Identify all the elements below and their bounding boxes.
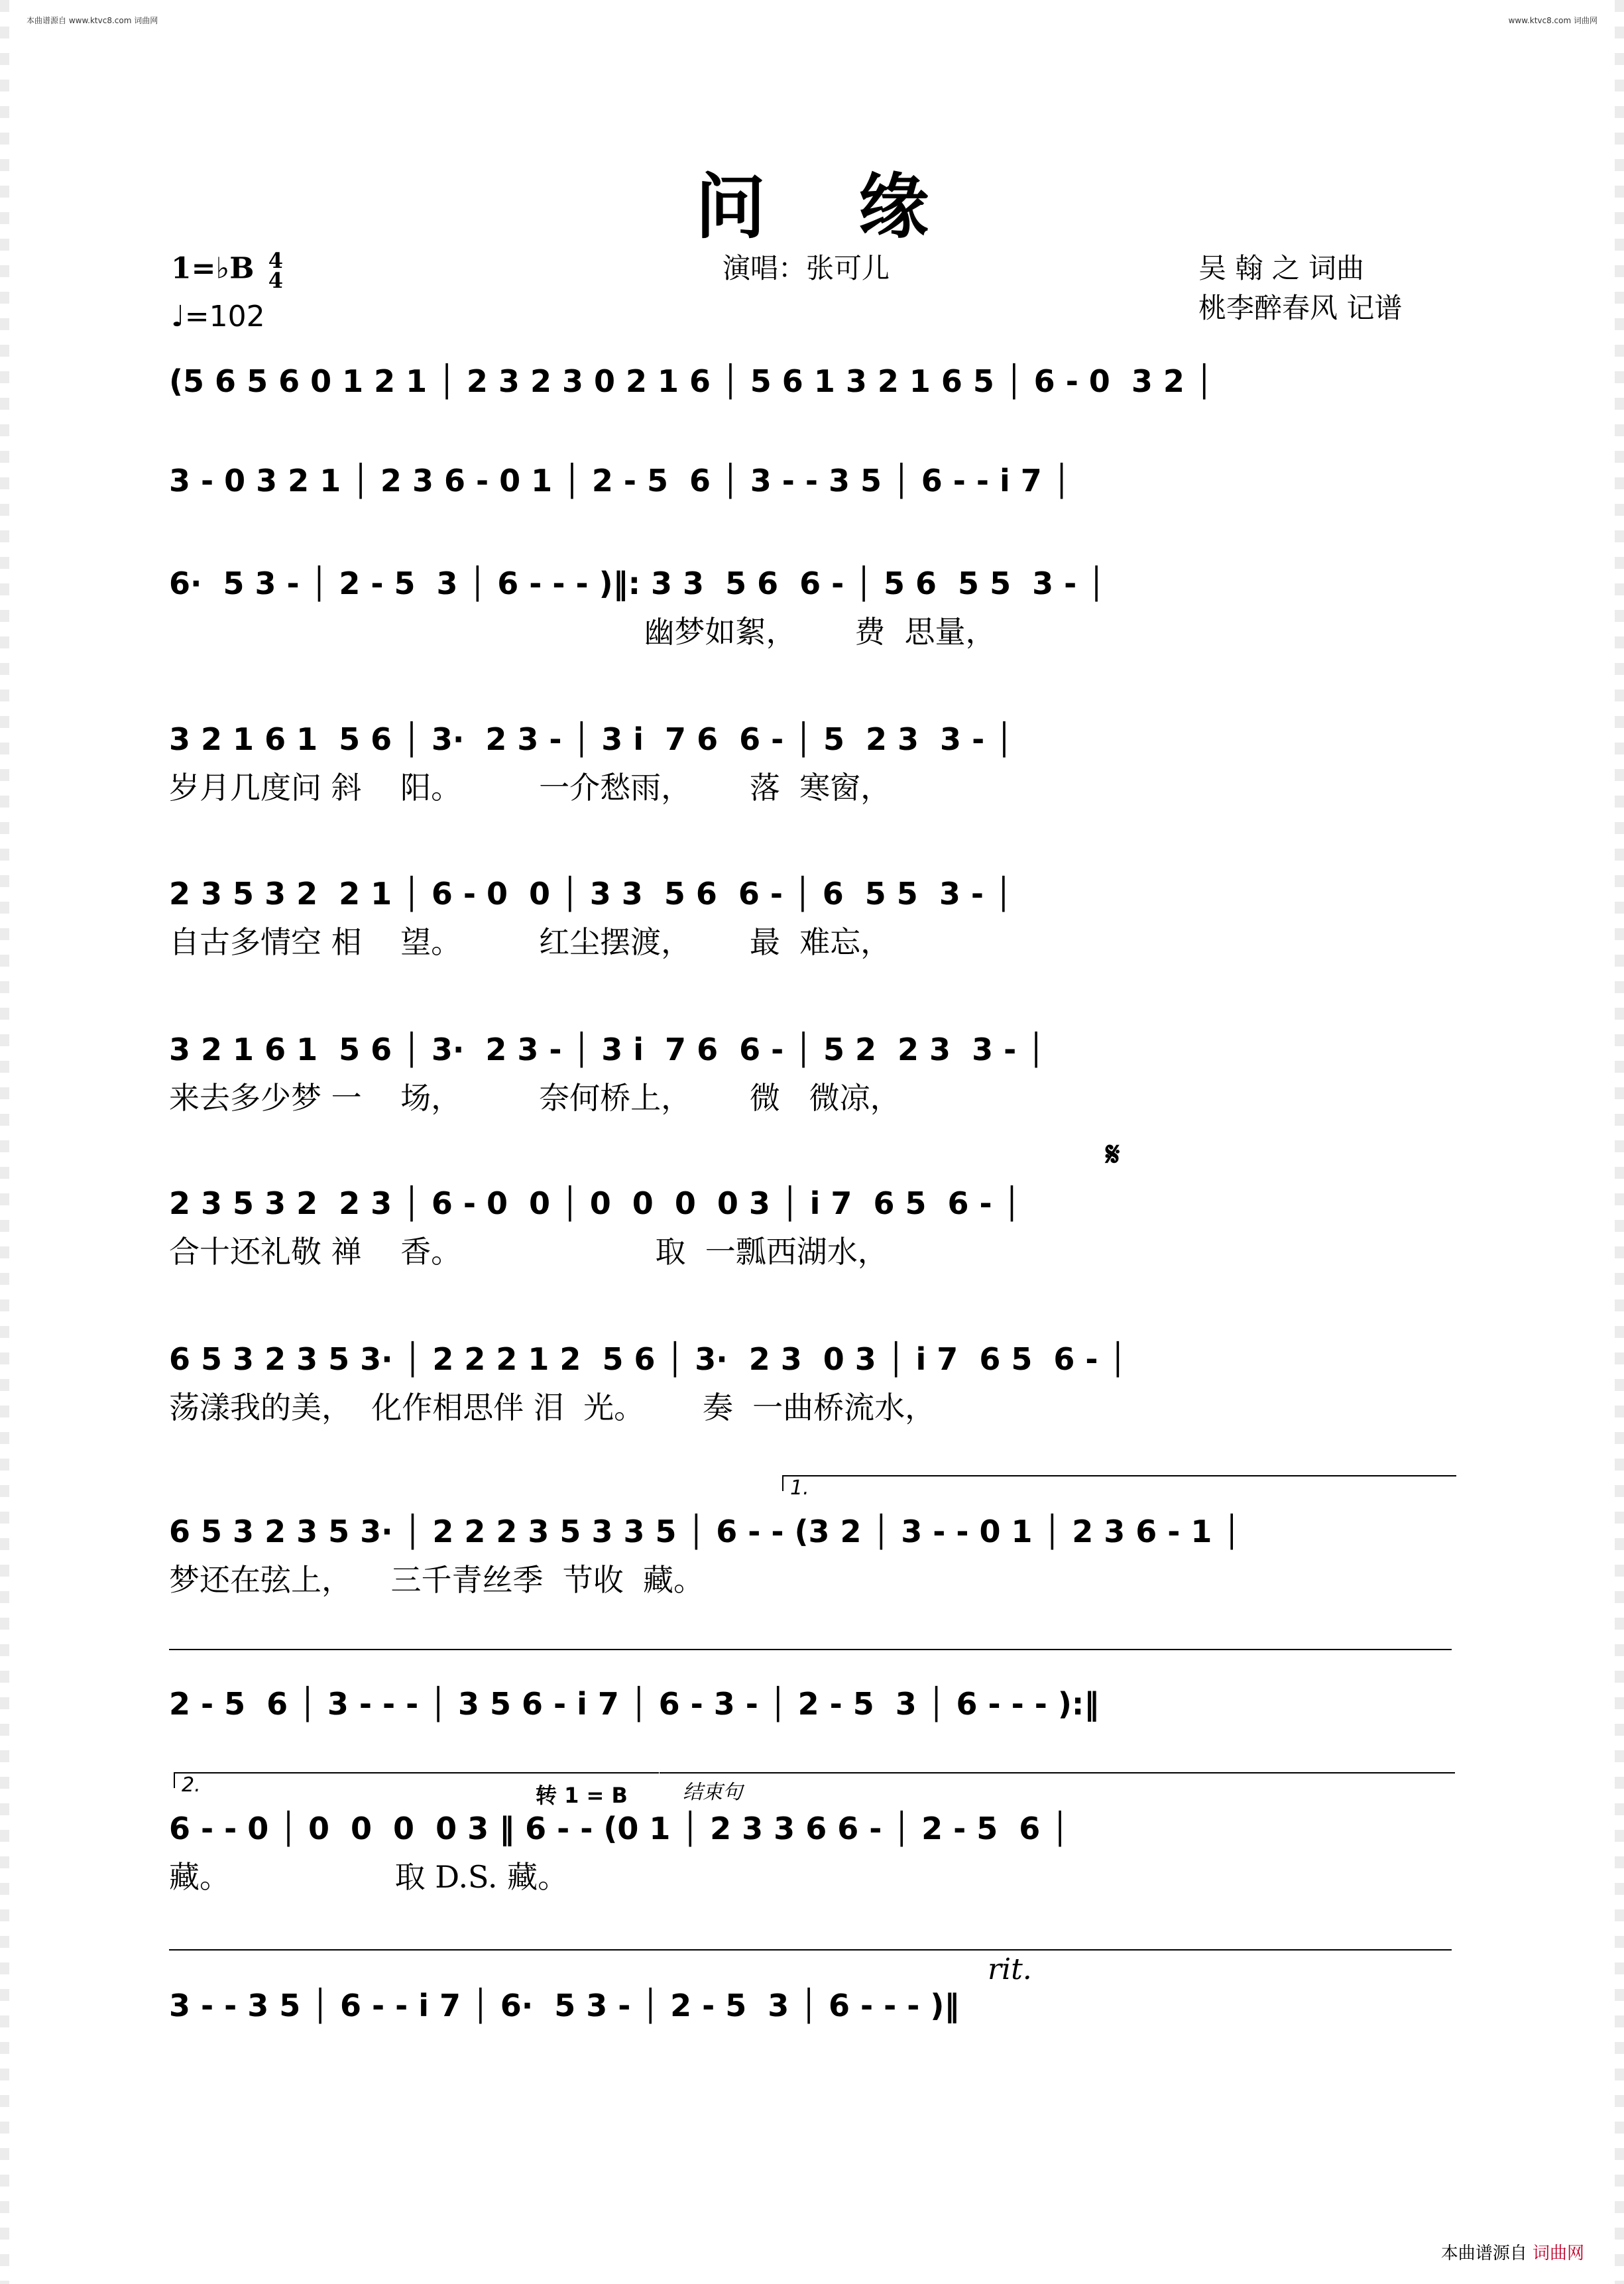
staff-line-4 [169,716,1458,829]
footer-site: 词曲网 [1532,2244,1584,2263]
source-note-right: www.ktvc8.com 词曲网 [1508,16,1597,25]
staff-line-7 [169,1180,1458,1293]
notes-line-11: 6 - - 0 │ 0 0 0 0 3 ‖ 6 - - (0 1 │ 2 3 3 6 6 - │ 2 - 5 6 │ [169,1811,1069,1846]
volta-second-ending: 2. [174,1772,659,1788]
lyrics-line-6: 来去多少梦 一 场， 奈何桥上， 微 微凉， [169,1080,901,1116]
lyrics-line-4: 岁月几度问 斜 阳。 一介愁雨， 落 寒窗， [169,770,892,806]
staff-line-9 [169,1508,1458,1621]
song-title: 问缘 [695,165,1021,248]
notes-line-12: 3 - - 3 5 │ 6 - - i 7 │ 6· 5 3 - │ 2 - 5 3 │ 6 - - - )‖ [169,1988,960,2023]
notes-line-8: 6 5 3 2 3 5 3· │ 2 2 2 1 2 5 6 │ 3· 2 3 0 3 │ i 7 6 5 6 - │ [169,1341,1128,1377]
staff-line-2 [169,457,1458,570]
lyrics-line-8: 荡漾我的美， 化作相思伴 泪 光。 奏 一曲桥流水， [169,1390,936,1425]
staff-line-8 [169,1336,1458,1449]
lyrics-line-11: 藏。 取 D.S. 藏。 [169,1859,569,1895]
notes-line-4: 3 2 1 6 1 5 6 │ 3· 2 3 - │ 3 i 7 6 6 - │ 5 2 3 3 - │ [169,721,1014,757]
modulation-label: 转 1 = B [536,1783,628,1808]
staff-line-12 [169,1982,1458,2095]
staff-line-3 [169,560,1458,673]
source-note-left: 本曲谱源自 www.ktvc8.com 词曲网 [27,16,158,25]
rit-bracket-line [169,1949,1452,1951]
staff-line-6 [169,1026,1458,1139]
volta-first-ending: 1. [782,1475,1456,1491]
lyrics-line-7: 合十还礼敬 禅 香。 取 一瓢西湖水， [169,1234,888,1270]
notes-line-10: 2 - 5 6 │ 3 - - - │ 3 5 6 - i 7 │ 6 - 3 - │ 2 - 5 3 │ 6 - - - ):‖ [169,1686,1100,1722]
staff-line-5 [169,871,1458,983]
right-edge-decoration [1615,0,1624,2284]
notes-line-9: 6 5 3 2 3 5 3· │ 2 2 2 3 5 3 3 5 │ 6 - - (3 2 │ 3 - - 0 1 │ 2 3 6 - 1 │ [169,1514,1242,1549]
footer-text: 本曲谱源自 [1440,2244,1527,2263]
time-bottom: 4 [268,268,284,293]
rit-marking: rit. [988,1953,1032,1986]
notes-line-7: 2 3 5 3 2 2 3 │ 6 - 0 0 │ 0 0 0 0 3 │ i 7 6 5 6 - │ [169,1185,1021,1221]
footer-credit [1441,2240,1584,2264]
key-signature [171,248,284,293]
notes-line-3: 6· 5 3 - │ 2 - 5 3 │ 6 - - - )‖: 3 3 5 6 6 - │ 5 6 5 5 3 - │ [169,566,1106,601]
lyrics-line-9: 梦还在弦上， 三千青丝季 节收 藏。 [169,1562,704,1598]
lyrics-line-5: 自古多情空 相 望。 红尘摆渡， 最 难忘， [169,924,892,960]
transcriber-credit: 桃李醉春风 记谱 [1198,292,1403,324]
segno-mark: 𝄋 [1106,1135,1120,1173]
notes-line-1: (5 6 5 6 0 1 2 1 │ 2 3 2 3 0 2 1 6 │ 5 6 1 3 2 1 6 5 │ 6 - 0 3 2 │ [169,363,1214,399]
ending-bracket-line [660,1772,1455,1773]
key-label: 1=♭B [171,251,255,286]
left-edge-decoration [0,0,9,2284]
staff-line-11 [169,1805,1458,1918]
composer-credit: 吴 翰 之 词曲 [1198,252,1365,284]
tempo-marking: ♩=102 [171,300,265,333]
notes-line-2: 3 - 0 3 2 1 │ 2 3 6 - 0 1 │ 2 - 5 6 │ 3 - - 3 5 │ 6 - - i 7 │ [169,463,1071,499]
time-top: 4 [268,248,284,273]
lyrics-line-3: 幽梦如絮， 费 思量， [169,614,996,650]
time-signature [268,248,284,293]
singer-credit: 演唱：张可儿 [723,252,890,284]
staff-line-1 [169,358,1458,471]
ending-phrase-label: 结束句 [683,1781,742,1804]
notes-line-6: 3 2 1 6 1 5 6 │ 3· 2 3 - │ 3 i 7 6 6 - │ 5 2 2 3 3 - │ [169,1032,1045,1067]
notes-line-5: 2 3 5 3 2 2 1 │ 6 - 0 0 │ 3 3 5 6 6 - │ 6 5 5 3 - │ [169,876,1013,912]
volta-continuation-line [169,1649,1452,1650]
